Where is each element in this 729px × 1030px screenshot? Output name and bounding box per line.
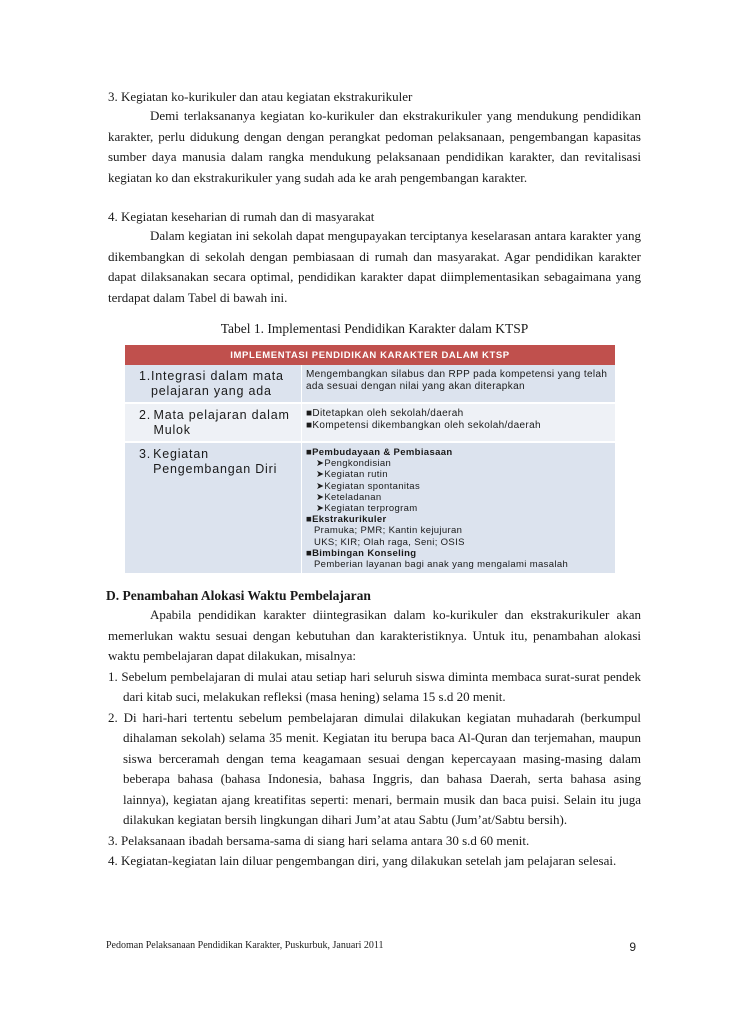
row-label-text: Kegiatan Pengembangan Diri [153,447,278,476]
list-item: 3. Pelaksanaan ibadah bersama-sama di siang hari selama antara 30 s.d 60 menit. [108,832,530,848]
bullet-heading: Pembudayaan & Pembiasaan [312,447,453,458]
row-description: ■Ditetapkan oleh sekolah/daerah ■Kompetensi dikembangkan oleh sekolah/daerah [302,403,616,442]
implementation-table [125,345,615,575]
sub-item: Pengkondisian [324,458,392,470]
table-header: IMPLEMENTASI PENDIDIKAN KARAKTER DALAM KTSP [125,345,615,365]
page-footer [106,940,636,954]
table-row [125,403,615,442]
section-4-heading: 4. Kegiatan keseharian di rumah dan di masyarakat [108,209,375,224]
bullet-heading: Bimbingan Konseling [312,547,417,559]
row-description: Mengembangkan silabus dan RPP pada kompetensi yang telah ada sesuai dengan nilai yang akan diterapkan [302,365,616,403]
sub-item: Kegiatan terprogram [324,503,418,515]
bullet-item: Ditetapkan oleh sekolah/daerah [312,408,464,419]
bullet-item: Kompetensi dikembangkan oleh sekolah/daerah [312,419,541,431]
bullet-text: UKS; KIR; Olah raga, Seni; OSIS [314,536,465,548]
table-header-row [125,345,615,365]
section-d-body: Apabila pendidikan karakter diintegrasikan dalam ko-kurikuler dan ekstrakurikuler akan memerlukan waktu sesuai dengan kebutuhan dan karakteristiknya. Untuk itu, penambahan alokasi waktu pembelajaran dapat dilakukan, misalnya: [108,607,641,664]
page-content [108,88,641,872]
row-number: 3. [139,447,152,461]
row-number: 2. [139,408,152,422]
row-label [125,442,302,574]
page-number: 9 [629,940,636,954]
table-row [125,365,615,403]
row-label [125,403,302,442]
list-item: 4. Kegiatan-kegiatan lain diluar pengembangan diri, yang dilakukan setelah jam pelajaran selesai. [108,853,617,869]
row-description: ■Pembudayaan & Pembiasaan ➤Pengkondisian ➤Kegiatan rutin ➤Kegiatan spontanitas ➤Keteladanan ➤Kegiatan terprogram ■Ekstrakurikuler Pramuka; PMR; Kantin kejujuran UKS; KIR; Olah raga, Seni; OSIS ■Bimbingan Konseling Pemberian layanan bagi anak yang mengalami masalah [302,442,616,574]
footer-text: Pedoman Pelaksanaan Pendidikan Karakter, Puskurbuk, Januari 2011 [106,940,384,951]
section-3-heading: 3. Kegiatan ko-kurikuler dan atau kegiatan ekstrakurikuler [108,89,413,104]
row-label-text: Mata pelajaran dalam Mulok [153,408,290,437]
sub-item: Keteladanan [324,491,382,503]
section-4-body: Dalam kegiatan ini sekolah dapat mengupayakan terciptanya keselarasan antara karakter yang dikembangkan di sekolah dengan pembiasaan di rumah dan masyarakat. Agar pendidikan karakter dapat dilaksanakan secara optimal, pendidikan karakter dapat diimplementasikan sebagaimana yang terdapat dalam Tabel di bawah ini. [108,228,641,305]
section-3-body: Demi terlaksananya kegiatan ko-kurikuler dan ekstrakurikuler yang mendukung pendidikan karakter, perlu didukung dengan dengan perangkat pedoman pelaksanaan, pengembangan kapasitas sumber daya manusia dalam rangka mendukung pelaksanaan pendidikan karakter, dan revitalisasi kegiatan ko dan ekstrakurikuler yang sudah ada ke arah pengembangan karakter. [108,108,641,185]
bullet-heading: Ekstrakurikuler [312,514,387,526]
section-d-heading: D. Penambahan Alokasi Waktu Pembelajaran [106,588,371,604]
bullet-text: Pramuka; PMR; Kantin kejujuran [314,525,463,537]
row-label-text: Integrasi dalam mata pelajaran yang ada [151,369,284,398]
table-caption: Tabel 1. Implementasi Pendidikan Karakter dalam KTSP [220,321,529,336]
sub-item: Kegiatan rutin [324,469,388,481]
list-item: 1. Sebelum pembelajaran di mulai atau setiap hari seluruh siswa diminta membaca surat-surat pendek dari kitab suci, melakukan refleksi (masa hening) selama 15 s.d 20 menit. [108,668,641,705]
sub-item: Kegiatan spontanitas [324,480,421,492]
row-label [125,365,302,403]
row-number: 1. [139,369,152,383]
allocation-list [108,667,641,872]
table-row [125,442,615,574]
bullet-text: Pemberian layanan bagi anak yang mengalami masalah [314,559,569,571]
list-item: 2. Di hari-hari tertentu sebelum pembelajaran dimulai dilakukan kegiatan muhadarah (berkumpul dihalaman sekolah) selama 35 menit. Kegiatan itu berupa baca Al-Quran dan terjemahan, maupun siswa berceramah dengan tema keagamaan sesuai dengan kepercayaan masing-masing dalam beberapa bahasa (bahasa Indonesia, bahasa Inggris, dan bahasa Daerah, serta bahasa asing lainnya), kegiatan ajang kreatifitas seperti: menari, bermain musik dan baca puisi. Selain itu juga dilakukan kegiatan bersih lingkungan dihari Jum’at atau Sabtu (Jum’at/Sabtu bersih). [108,709,641,828]
